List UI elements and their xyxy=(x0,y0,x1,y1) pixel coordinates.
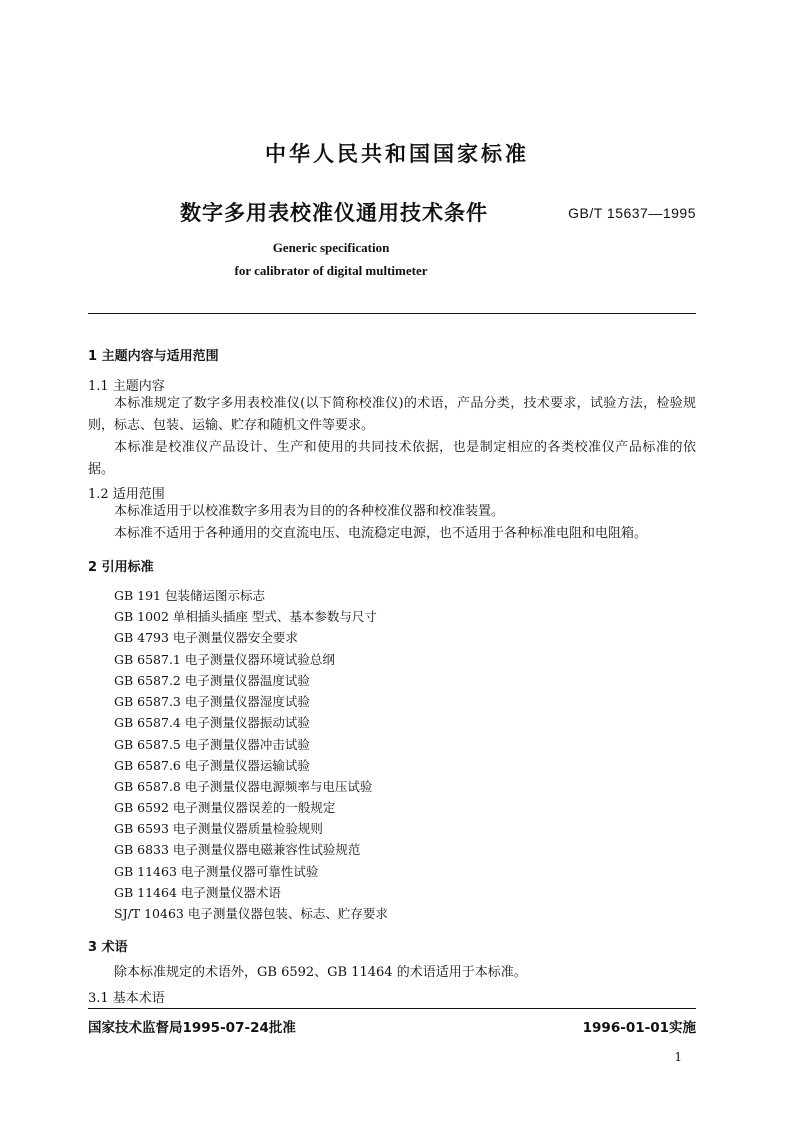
header-divider xyxy=(88,313,696,314)
reference-item: GB 1002 单相插头插座 型式、基本参数与尺寸 xyxy=(114,609,377,624)
reference-item: SJ/T 10463 电子测量仪器包装、标志、贮存要求 xyxy=(114,906,388,921)
page-number: 1 xyxy=(674,1050,682,1064)
section-2-heading: 2 引用标准 xyxy=(88,560,154,575)
section-1-2-heading: 1.2 适用范围 xyxy=(88,487,165,502)
reference-item: GB 6833 电子测量仪器电磁兼容性试验规范 xyxy=(114,842,361,857)
section-3-1-heading: 3.1 基本术语 xyxy=(88,991,165,1006)
reference-item: GB 6587.2 电子测量仪器温度试验 xyxy=(114,673,310,688)
reference-item: GB 6587.3 电子测量仪器湿度试验 xyxy=(114,694,310,709)
section-1-1-paragraph-2: 本标准是校准仪产品设计、生产和使用的共同技术依据，也是制定相应的各类校准仪产品标准的依据。 xyxy=(88,440,696,477)
reference-item: GB 6587.4 电子测量仪器振动试验 xyxy=(114,715,310,730)
approval-issuer: 国家技术监督局1995-07-24批准 xyxy=(88,1020,296,1036)
document-title: 数字多用表校准仪通用技术条件 xyxy=(180,201,488,225)
reference-item: GB 6587.6 电子测量仪器运输试验 xyxy=(114,758,310,773)
reference-item: GB 191 包装储运图示标志 xyxy=(114,588,265,603)
effective-date: 1996-01-01实施 xyxy=(582,1020,696,1036)
section-3-heading: 3 术语 xyxy=(88,940,128,955)
section-1-2-paragraph-2: 本标准不适用于各种通用的交直流电压、电流稳定电源，也不适用于各种标准电阻和电阻箱。 xyxy=(114,526,648,541)
section-1-1-heading: 1.1 主题内容 xyxy=(88,379,165,394)
english-title-line2: for calibrator of digital multimeter xyxy=(234,263,428,278)
national-standard-heading: 中华人民共和国国家标准 xyxy=(265,142,529,166)
reference-item: GB 6587.5 电子测量仪器冲击试验 xyxy=(114,737,310,752)
reference-item: GB 6592 电子测量仪器误差的一般规定 xyxy=(114,800,336,815)
section-1-2-paragraph-1: 本标准适用于以校准数字多用表为目的的各种校准仪器和校准装置。 xyxy=(114,504,505,519)
reference-item: GB 11464 电子测量仪器术语 xyxy=(114,885,281,900)
reference-item: GB 6593 电子测量仪器质量检验规则 xyxy=(114,821,323,836)
footer-divider xyxy=(88,1008,696,1009)
english-title-line1: Generic specification xyxy=(272,240,390,255)
standard-code: GB/T 15637—1995 xyxy=(568,205,696,221)
reference-item: GB 6587.1 电子测量仪器环境试验总纲 xyxy=(114,652,335,667)
section-1-1-paragraph-1: 本标准规定了数字多用表校准仪(以下简称校准仪)的术语，产品分类，技术要求，试验方法，检验规则，标志、包装、运输、贮存和随机文件等要求。 xyxy=(88,396,696,433)
reference-item: GB 11463 电子测量仪器可靠性试验 xyxy=(114,864,319,879)
section-3-paragraph: 除本标准规定的术语外，GB 6592、GB 11464 的术语适用于本标准。 xyxy=(114,965,527,980)
section-1-heading: 1 主题内容与适用范围 xyxy=(88,349,219,364)
reference-item: GB 4793 电子测量仪器安全要求 xyxy=(114,630,298,645)
reference-item: GB 6587.8 电子测量仪器电源频率与电压试验 xyxy=(114,779,373,794)
